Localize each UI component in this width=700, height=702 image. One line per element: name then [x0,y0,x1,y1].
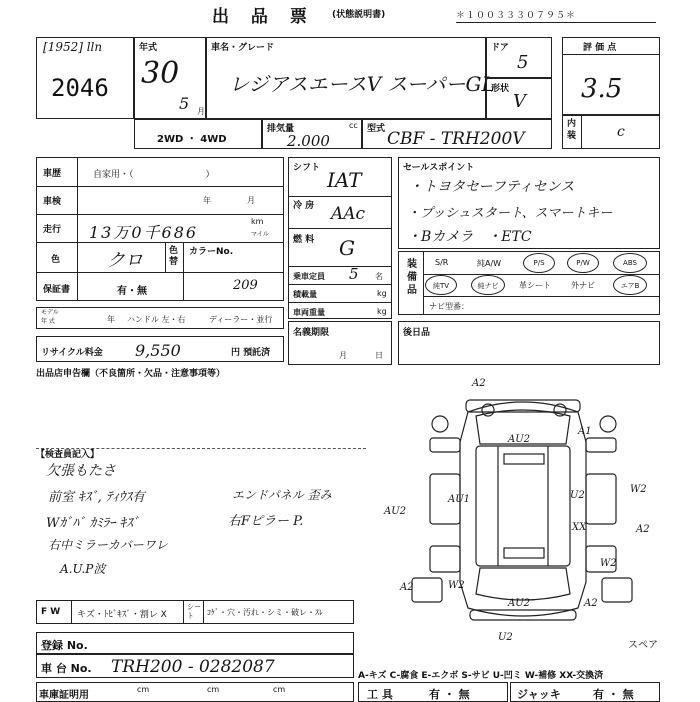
color-value: クロ [107,250,143,271]
damage-mark-left-rear: A2 [400,582,414,593]
damage-mark-front: A2 [472,378,486,389]
lot-number: 2046 [51,74,109,102]
grade-value: 3.5 [581,74,623,104]
mileage-value: 13万0千686 [89,223,199,242]
displacement-value: 2.000 [287,132,330,150]
damage-mark-right-rear-2: W2 [600,558,617,569]
inspector-note-5: A.U.P波 [60,562,106,576]
spare-label: スペア [628,640,658,651]
inspector-note-1: 欠張もたさ [46,463,116,479]
abs-circle: ABS [613,253,647,273]
registration-box: 登録 No. [36,632,354,654]
interior-box: 内 装 c [562,115,660,149]
damage-mark-right-fender: W2 [630,484,647,495]
tools-box: 工 具 有 ・ 無 [358,682,508,702]
fw-seat-box: F W キズ・ﾄﾋﾞｷｽﾞ・割レ X シー ト ｺｹﾞ・穴・汚れ・シミ・破レ・ｽﾚ [36,600,354,624]
year-box: 年式 30 5 月 [134,37,206,119]
inspector-note-6: エンドパネル 歪み [232,488,332,502]
inspector-note-3: Wｶﾞﾊﾞ ｶﾐﾗｰ ｷｽﾞ [46,516,140,531]
shape-box: 形状 V [486,78,552,119]
ownership-box: 名義期限 月 日 [288,321,392,365]
form-title: 出 品 票 [212,7,315,27]
fw-value: キズ・ﾄﾋﾞｷｽﾞ・割レ X [77,610,167,620]
pw-circle: P/W [567,253,599,273]
damage-mark-hood: AU2 [508,434,531,445]
damage-mark-left-rear-2: W2 [448,580,465,591]
damage-mark-front-right: A1 [578,426,592,437]
ps-circle: P/S [523,253,555,273]
damage-mark-rear: AU2 [508,598,531,609]
rear-window [476,568,570,600]
grade-box: 評 価 点 3.5 [562,37,660,115]
jack-box: ジャッキ 有 ・ 無 [510,682,660,702]
after-date-box: 後日品 [398,321,660,365]
model-box: 車名・グレード レジアスエースV スーパーGL [206,37,486,119]
sales-points-box: セールスポイント ・トヨタセーフティセンス ・プッシュスタート、スマートキー ・Bカメラ ・ETC [398,157,660,249]
certificate-box: 車庫証明用 cm cm cm [36,682,354,702]
inspector-label: 【検査員記入】 [36,450,100,460]
chassis-box: 車 台 No. TRH200 - 0282087 [36,654,354,678]
rear-bumper [470,610,576,620]
model-value: レジアスエースV スーパーGL [229,72,495,96]
airbag-circle: エアB [613,275,647,295]
equipment-box: 装 備 品 S/R 純A/W P/S P/W ABS 純TV 純ナビ 革シート 外ナビ エアB ナビ型番： [398,251,660,315]
damage-mark-rear-right: A2 [584,598,598,609]
spec-box: シフト IAT 冷 房 AAc 燃 料 G 乗車定員 5 名 積載量 kg 車両重量 kg [288,157,392,319]
lot-box [36,37,134,119]
seat-value: ｺｹﾞ・穴・汚れ・シミ・破レ・ｽﾚ [207,608,323,617]
capacity-value: 5 [349,265,359,283]
recycle-box: リサイクル料金 9,550 円 預託済 [36,336,284,362]
shift-value: IAT [327,168,362,192]
damage-mark-left-side: AU2 [384,506,407,517]
chassis-value: TRH200 - 0282087 [111,657,275,677]
form-subtitle: (状態説明書) [332,10,386,20]
shape-value: V [513,91,526,112]
drive-box: 2WD ・ 4WD [134,119,262,149]
door-box: ドア 5 [486,37,552,78]
year-value: 30 [141,56,180,91]
type-value: CBF - TRH200V [387,129,525,149]
inspector-note-4: 右中ミラーカバーワレ [48,538,168,552]
sales-point-3: ・Bカメラ ・ETC [407,229,532,245]
damage-mark-rear-bumper: U2 [498,632,513,643]
warranty-value: 有・無 [117,286,147,297]
damage-legend: A-キズ C-腐食 E-エクボ S-サビ U-凹ミ W-補修 XX-交換済 [358,671,604,681]
tv-circle: 純TV [425,275,457,295]
seller-notes-label: 出品店申告欄（不良箇所・欠品・注意事項等） [36,369,226,379]
inspector-note-2: 前室 ｷｽﾞ, ﾃｨｳｽ有 [48,490,145,505]
damage-mark-right-door: U2 [570,490,585,501]
model-year-box: モデル 年 式 年 ハンドル 左・右 ディーラー・並行 [36,307,284,329]
navi-circle: 純ナビ [471,275,505,295]
interior-value: c [617,124,625,140]
type-box: 型式 CBF - TRH200V [362,119,552,149]
serial-number: ＊１００３３３０７９５＊ [456,11,577,21]
fuel-value: G [339,236,355,260]
month-value: 5 [179,94,190,113]
lot-tag: [1952] lln [43,40,103,54]
inspector-note-7: 右Fピラー P. [228,514,304,529]
sales-point-2: ・プッシュスタート、スマートキー [407,206,613,221]
vehicle-damage-diagram [380,372,680,644]
ac-value: AAc [331,204,366,224]
details-box: 車歴 自家用・（ ） 車検 年 月 走行 13万0千686 km マイル 色 クロ 色 替 カラーNo. 保証書 有・無 209 [36,157,284,301]
recycle-value: 9,550 [135,341,181,360]
door-value: 5 [517,52,529,73]
damage-mark-right-rear: XX [572,522,587,533]
sales-point-1: ・トヨタセーフティセンス [409,179,575,195]
color-code-value: 209 [233,278,258,293]
displacement-box: 排気量 cc 2.000 [262,119,362,149]
damage-mark-right-edge: A2 [636,524,650,535]
damage-mark-left-door: AU1 [448,494,471,505]
